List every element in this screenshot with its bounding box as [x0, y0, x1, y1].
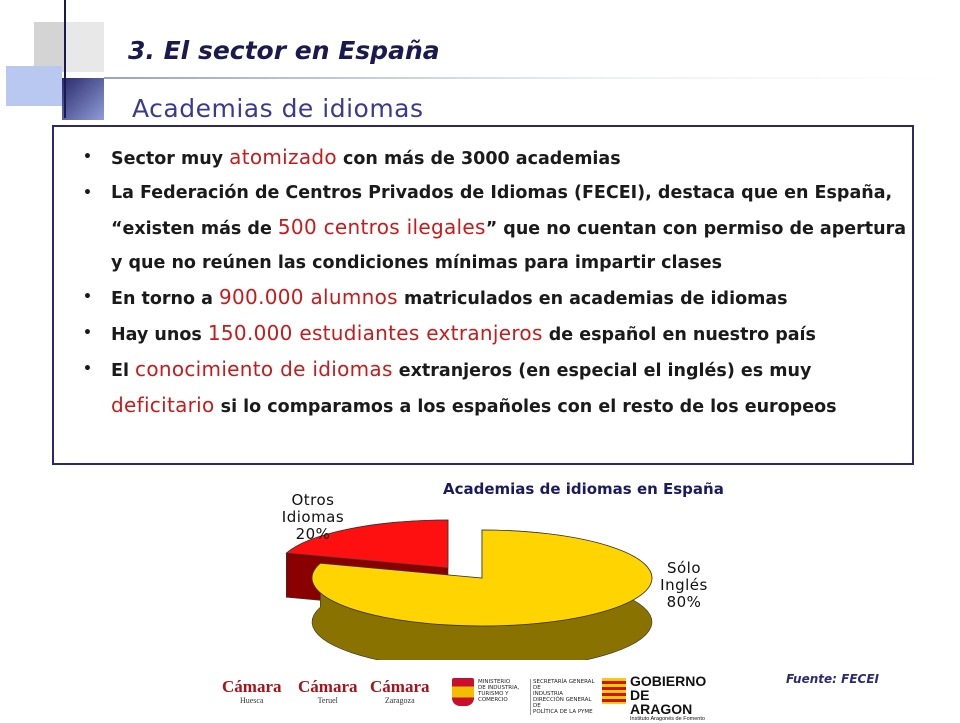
secretaria-name [530, 679, 595, 715]
bullet-text: si lo comparamos a los españoles con el resto de los europeos [214, 397, 837, 417]
highlight-text: conocimiento de idiomas [135, 357, 393, 381]
pie-label-otros-idiomas [270, 492, 356, 543]
highlight-text: 500 centros ilegales [277, 215, 486, 239]
bullet-item [83, 316, 913, 352]
bullet-text: La Federación de Centros Privados de Idiomas (FECEI), destaca que en España, “existen más de [111, 183, 893, 239]
logo-gobierno-aragon [602, 673, 712, 722]
logo-text-line: DE INDUSTRIA, [478, 685, 520, 691]
logo-ministerio [450, 676, 595, 715]
highlight-text: 150.000 estudiantes extranjeros [207, 321, 543, 345]
gobierno-line-2: DE ARAGON [630, 687, 693, 717]
logo-camara-zaragoza [370, 678, 429, 705]
deco-square-light [66, 22, 104, 72]
logo-text-line: COMERCIO [478, 697, 508, 703]
logo-text-line: SECRETARÍA GENERAL DE [533, 679, 595, 691]
logo-text-line: DIRECCIÓN GENERAL DE [533, 697, 592, 709]
corner-decoration [0, 0, 110, 125]
camara-wordmark: Cámara [298, 677, 358, 696]
bullet-text: con más de 3000 academias [336, 149, 621, 169]
pie-label-line: Inglés [660, 576, 708, 594]
logo-text-line: POLÍTICA DE LA PYME [533, 709, 593, 715]
chart-title: Academias de idiomas en España [443, 480, 724, 498]
bullet-text: ” que no cuentan con permiso de apertura y que no reúnen las condiciones mínimas para impartir clases [111, 219, 907, 273]
deco-square-blue [6, 66, 62, 106]
camara-city: Huesca [239, 696, 264, 705]
camara-wordmark: Cámara [370, 677, 430, 696]
ministry-name [478, 679, 526, 703]
camara-city: Teruel [317, 696, 338, 705]
pie-label-line: 80% [666, 593, 702, 611]
pie-label-line: 20% [295, 525, 331, 543]
highlight-text: atomizado [229, 145, 337, 169]
logo-text-line: MINISTERIO [478, 679, 511, 685]
bullet-text: En torno a [111, 289, 219, 309]
deco-square-grey [34, 22, 66, 72]
pie-label-line: Otros [291, 491, 335, 509]
logo-text-line: TURISMO Y [478, 691, 509, 697]
camara-city: Zaragoza [384, 696, 415, 705]
deco-vertical-line [64, 0, 66, 118]
highlight-text: 900.000 alumnos [219, 285, 398, 309]
source-note: Fuente: FECEI [786, 672, 879, 686]
pie-label-line: Sólo [666, 559, 702, 577]
deco-square-darkblue [62, 78, 104, 120]
gobierno-sub: Instituto Aragonés de Fomento [630, 716, 705, 722]
bullet-item [83, 352, 913, 424]
gobierno-line-1: GOBIERNO [630, 673, 707, 689]
bullet-text: Hay unos [111, 325, 208, 345]
page-subtitle: Academias de idiomas [132, 94, 424, 123]
logo-camara-huesca [222, 678, 281, 705]
spain-coat-of-arms-icon [452, 678, 474, 706]
pie-label-line: Idiomas [281, 508, 345, 526]
aragon-flag-icon [602, 678, 626, 704]
bullet-list [83, 140, 913, 424]
bullet-item [83, 176, 913, 280]
pie-label-solo-ingles [648, 560, 720, 611]
title-divider [104, 77, 944, 79]
logo-text-line: INDUSTRIA [533, 691, 564, 697]
bullet-text: de español en nuestro país [542, 325, 816, 345]
bullet-item [83, 280, 913, 316]
bullet-text: extranjeros (en especial el inglés) es muy [392, 361, 812, 381]
bullet-text: Sector muy [111, 149, 230, 169]
bullet-text: El [111, 361, 136, 381]
bullet-text: matriculados en academias de idiomas [397, 289, 788, 309]
highlight-text: deficitario [111, 393, 215, 417]
camara-wordmark: Cámara [222, 677, 282, 696]
bullet-item [83, 140, 913, 176]
logo-camara-teruel [298, 678, 357, 705]
page-title: 3. El sector en España [128, 36, 440, 65]
